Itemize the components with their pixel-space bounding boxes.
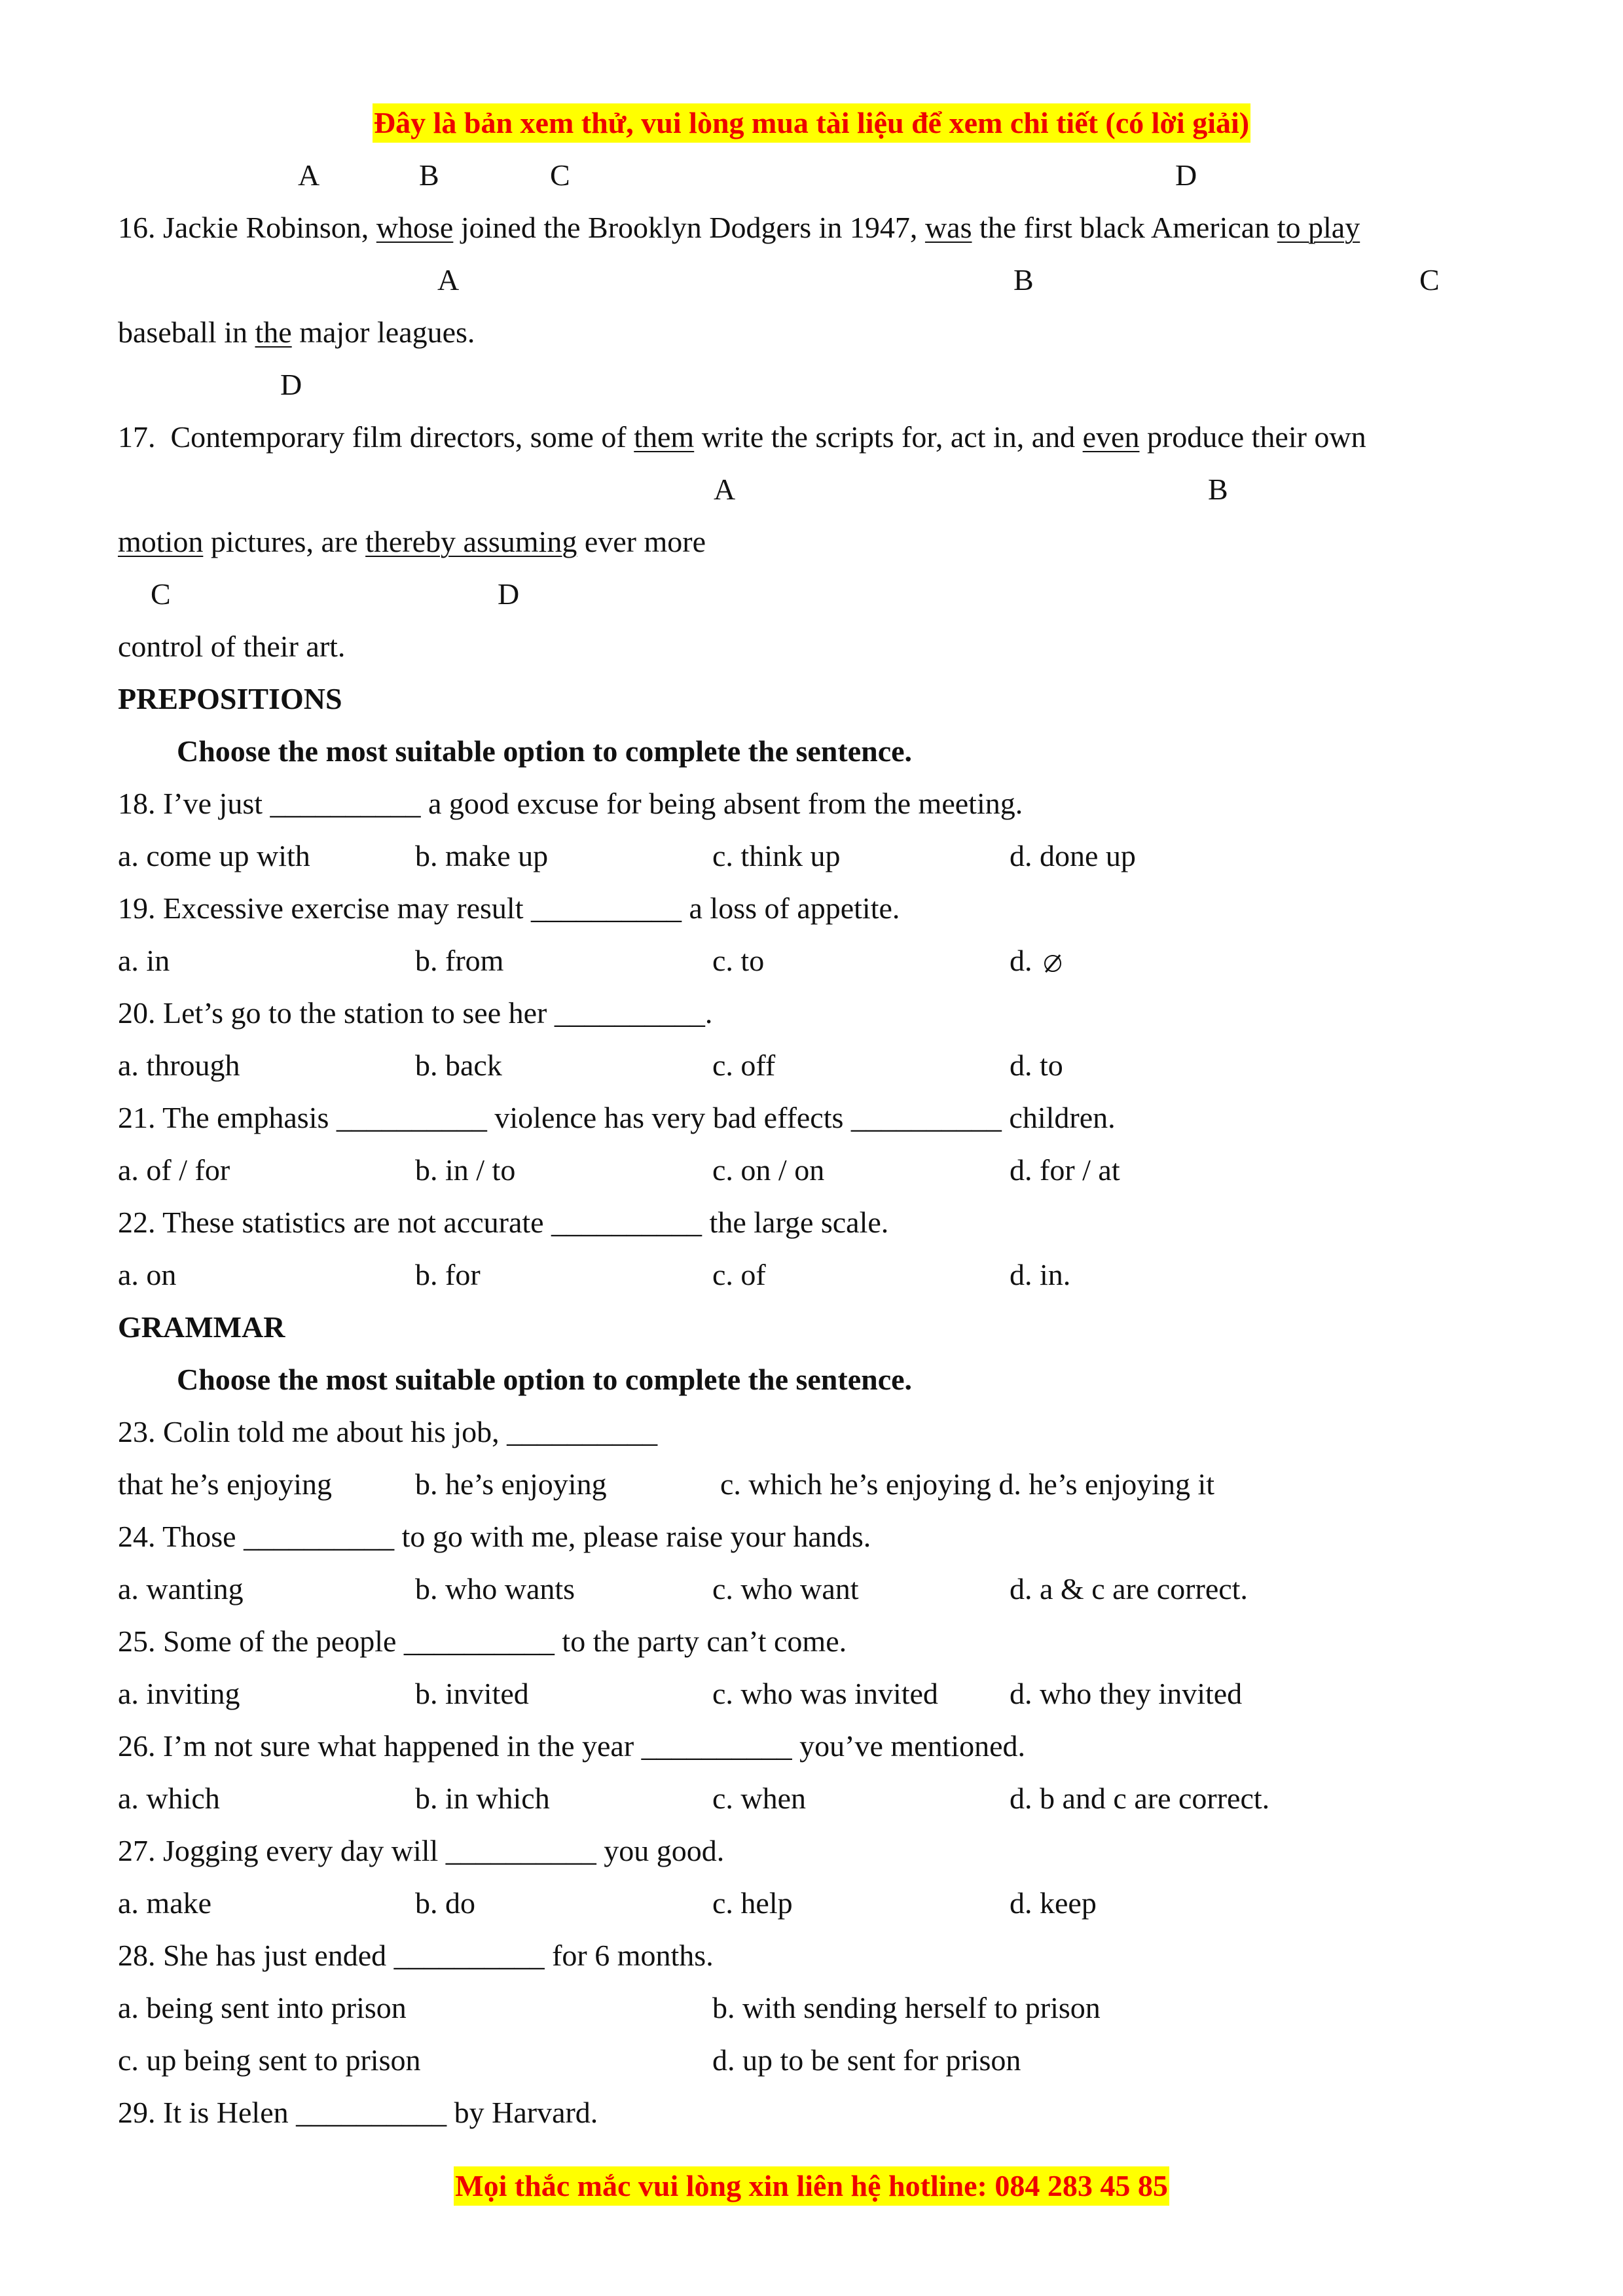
q17-text: produce their own bbox=[1139, 420, 1366, 454]
q22-option-a: a. on bbox=[118, 1258, 177, 1291]
section-instruction: Choose the most suitable option to complete the sentence. bbox=[177, 1363, 913, 1396]
marker-a: A bbox=[714, 473, 736, 506]
q19-option-d-label: d. bbox=[1010, 944, 1032, 977]
q16-underlined-c: to play bbox=[1277, 211, 1360, 244]
q17-underlined-b: even bbox=[1082, 420, 1140, 454]
marker-c: C bbox=[550, 158, 570, 192]
q17-text: pictures, are bbox=[203, 525, 366, 558]
question-21: 21. The emphasis __________ violence has very bad effects __________ children. bbox=[118, 1101, 1116, 1134]
q17-text: 17. Contemporary film directors, some of bbox=[118, 420, 634, 454]
q27-option-d: d. keep bbox=[1010, 1886, 1097, 1920]
q18-option-d: d. done up bbox=[1010, 839, 1136, 872]
q17-underlined-c: motion bbox=[118, 525, 204, 558]
q25-option-b: b. invited bbox=[415, 1677, 529, 1710]
q16-underlined-d: the bbox=[255, 315, 292, 349]
preview-banner-text: Đây là bản xem thử, vui lòng mua tài liệu để xem chi tiết (có lời giải) bbox=[373, 103, 1250, 143]
question-18: 18. I’ve just __________ a good excuse for being absent from the meeting. bbox=[118, 787, 1023, 820]
section-instruction: Choose the most suitable option to complete the sentence. bbox=[177, 734, 913, 768]
q26-option-b: b. in which bbox=[415, 1782, 550, 1815]
q27-option-a: a. make bbox=[118, 1886, 212, 1920]
q16-text: baseball in bbox=[118, 315, 255, 349]
question-27: 27. Jogging every day will __________ you good. bbox=[118, 1834, 725, 1867]
q18-option-c: c. think up bbox=[712, 839, 841, 872]
q18-option-b: b. make up bbox=[415, 839, 549, 872]
q23-option-c-d: c. which he’s enjoying d. he’s enjoying it bbox=[720, 1467, 1215, 1501]
q27-option-b: b. do bbox=[415, 1886, 475, 1920]
q26-option-c: c. when bbox=[712, 1782, 807, 1815]
section-heading-grammar: GRAMMAR bbox=[118, 1310, 285, 1344]
question-22: 22. These statistics are not accurate __________ the large scale. bbox=[118, 1206, 889, 1239]
q20-option-b: b. back bbox=[415, 1049, 502, 1082]
q28-option-c: c. up being sent to prison bbox=[118, 2043, 421, 2077]
question-24: 24. Those __________ to go with me, please raise your hands. bbox=[118, 1520, 871, 1553]
q16-underlined-a: whose bbox=[376, 211, 454, 244]
preview-banner bbox=[0, 103, 1623, 143]
q17-underlined-a: them bbox=[634, 420, 695, 454]
marker-d: D bbox=[498, 577, 520, 611]
q24-option-d: d. a & c are correct. bbox=[1010, 1572, 1248, 1605]
q21-option-a: a. of / for bbox=[118, 1153, 230, 1187]
q16-underlined-b: was bbox=[924, 211, 972, 244]
q17-text: ever more bbox=[577, 525, 706, 558]
q27-option-c: c. help bbox=[712, 1886, 793, 1920]
q19-option-c: c. to bbox=[712, 944, 765, 977]
question-25: 25. Some of the people __________ to the party can’t come. bbox=[118, 1624, 847, 1658]
question-16-line-2 bbox=[118, 313, 475, 352]
q16-text: 16. Jackie Robinson, bbox=[118, 211, 376, 244]
question-29: 29. It is Helen __________ by Harvard. bbox=[118, 2096, 598, 2129]
q16-text: joined the Brooklyn Dodgers in 1947, bbox=[453, 211, 925, 244]
marker-b: B bbox=[1208, 473, 1228, 506]
section-heading-prepositions: PREPOSITIONS bbox=[118, 682, 342, 715]
question-17-line-3: control of their art. bbox=[118, 630, 346, 663]
q17-text: write the scripts for, act in, and bbox=[694, 420, 1083, 454]
marker-d: D bbox=[1175, 158, 1197, 192]
q28-option-d: d. up to be sent for prison bbox=[712, 2043, 1021, 2077]
q20-option-c: c. off bbox=[712, 1049, 776, 1082]
q20-option-d: d. to bbox=[1010, 1049, 1063, 1082]
question-17-line-1 bbox=[118, 418, 1366, 457]
hotline-banner bbox=[0, 2166, 1623, 2206]
q21-option-d: d. for / at bbox=[1010, 1153, 1120, 1187]
q24-option-a: a. wanting bbox=[118, 1572, 244, 1605]
marker-b: B bbox=[419, 158, 439, 192]
marker-d: D bbox=[280, 368, 302, 401]
q16-text: major leagues. bbox=[291, 315, 475, 349]
q22-option-d: d. in. bbox=[1010, 1258, 1071, 1291]
question-28: 28. She has just ended __________ for 6 months. bbox=[118, 1939, 714, 1972]
q21-option-b: b. in / to bbox=[415, 1153, 516, 1187]
question-17-line-2 bbox=[118, 522, 706, 562]
q25-option-d: d. who they invited bbox=[1010, 1677, 1243, 1710]
question-26: 26. I’m not sure what happened in the year __________ you’ve mentioned. bbox=[118, 1729, 1026, 1763]
marker-c: C bbox=[151, 577, 171, 611]
q19-option-a: a. in bbox=[118, 944, 170, 977]
q28-option-b: b. with sending herself to prison bbox=[712, 1991, 1101, 2024]
question-23: 23. Colin told me about his job, __________ bbox=[118, 1415, 658, 1448]
q17-underlined-d: thereby assuming bbox=[365, 525, 577, 558]
q20-option-a: a. through bbox=[118, 1049, 240, 1082]
question-16-line-1 bbox=[118, 208, 1360, 247]
question-19: 19. Excessive exercise may result __________ a loss of appetite. bbox=[118, 891, 900, 925]
q19-option-b: b. from bbox=[415, 944, 504, 977]
q22-option-c: c. of bbox=[712, 1258, 766, 1291]
q22-option-b: b. for bbox=[415, 1258, 481, 1291]
q24-option-c: c. who want bbox=[712, 1572, 859, 1605]
q25-option-c: c. who was invited bbox=[712, 1677, 938, 1710]
marker-a: A bbox=[437, 263, 460, 296]
question-20: 20. Let’s go to the station to see her __________. bbox=[118, 996, 713, 1030]
q24-option-b: b. who wants bbox=[415, 1572, 575, 1605]
q26-option-d: d. b and c are correct. bbox=[1010, 1782, 1270, 1815]
q23-option-a: that he’s enjoying bbox=[118, 1467, 333, 1501]
empty-set-icon bbox=[1044, 955, 1061, 972]
q28-option-a: a. being sent into prison bbox=[118, 1991, 407, 2024]
hotline-banner-text: Mọi thắc mắc vui lòng xin liên hệ hotline: 084 283 45 85 bbox=[454, 2166, 1169, 2206]
q21-option-c: c. on / on bbox=[712, 1153, 825, 1187]
q18-option-a: a. come up with bbox=[118, 839, 310, 872]
marker-a: A bbox=[298, 158, 320, 192]
q19-option-d bbox=[1010, 941, 1061, 980]
marker-c: C bbox=[1419, 263, 1440, 296]
q26-option-a: a. which bbox=[118, 1782, 220, 1815]
q16-text: the first black American bbox=[972, 211, 1277, 244]
marker-b: B bbox=[1013, 263, 1034, 296]
q25-option-a: a. inviting bbox=[118, 1677, 240, 1710]
q23-option-b: b. he’s enjoying bbox=[415, 1467, 607, 1501]
